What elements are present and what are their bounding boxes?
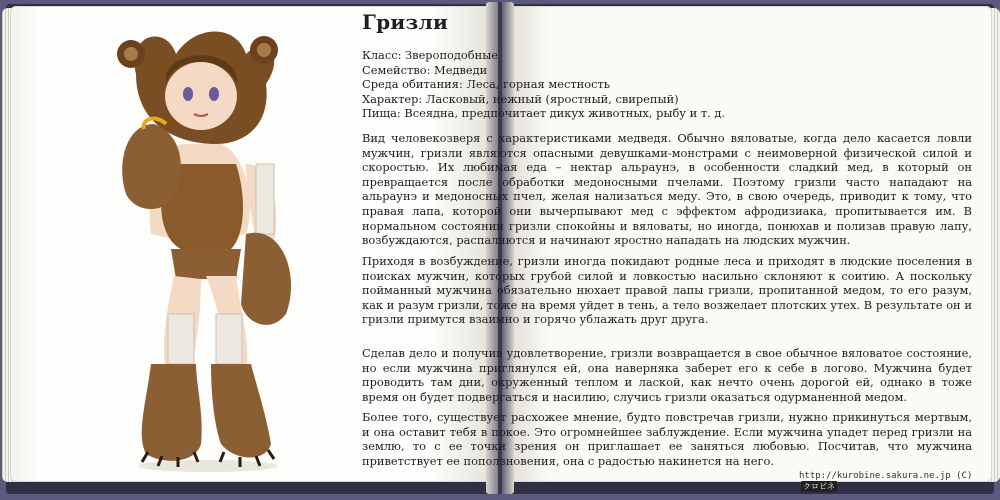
- description-paragraph: Вид человекозверя с характеристиками медведя. Обычно вяловатые, когда дело касается ловли мужчин, гризли являются опасными девушками-монстрами с неимоверной физической силой и скоростью. Их любимая еда – нектар альраунэ, в особенности сладкий мед, в который он превращается после обработки медоносными пчелами. Поэтому гризли часто нападают на альраунэ и медоносных пчел, желая нализаться меду. Это, в свою очередь, приводит к тому, что правая лапа, которой они вычерпывают мед с эффектом афродизиака, пропитывается им. В нормальном состоянии гризли спокойны и вяловаты, но иногда, понюхав и полизав правую лапу, возбуждаются, распаляются и начинают яростно нападать на людских мужчин.: [362, 131, 972, 248]
- footer-url: http://kurobine.sakura.ne.jp: [799, 471, 951, 481]
- footer-copyright: (C): [956, 471, 973, 481]
- stat-class: Класс: Звероподобные: [362, 48, 499, 62]
- stat-family: Семейство: Медведи: [362, 62, 488, 77]
- entry-title: Гризли: [362, 10, 449, 34]
- description-paragraph: Сделав дело и получив удовлетворение, гризли возвращается в свое обычное вяловатое состояние, но если мужчина приглянулся ей, она наверняка заберет его к себе в логово. Мужчина будет проводить там дни, окруженный теплом и лаской, как нечто очень дорогой ей, однако в тоже время он будет подвергаться и насилию, случись гризли оказаться одурманенной медом.: [362, 346, 972, 404]
- credits-footer: [799, 471, 974, 492]
- stat-diet: Пища: Всеядна, предпочитает дикух животных, рыбу и т. д.: [362, 106, 726, 121]
- description-paragraph: Приходя в возбуждение, гризли иногда покидают родные леса и приходят в людские поселения в поисках мужчин, которых грубой силой и ловкостью насильно склоняют к соитию. А поскольку пойманный мужчина обязательно нюхает правой лапы гризли, пропитанной медом, то его разум, как и разум гризли, тоже на время уйдет в тень, а тело возжелает плотских утех. В результате он и гризли примутся взаимно и горячо ублажать друг друга.: [362, 254, 972, 327]
- grizzly-girl-illustration: [96, 14, 356, 474]
- entry-stats: [362, 48, 972, 121]
- artist-logo: クロビネ: [803, 482, 835, 491]
- stat-temperament: Характер: Ласковый, нежный (яростный, свирепый): [362, 91, 679, 106]
- stat-habitat: Среда обитания: Леса, горная местность: [362, 77, 610, 92]
- bestiary-entry: [362, 8, 974, 491]
- description-paragraph: Более того, существует расхожее мнение, будто повстречав гризли, нужно прикинуться мертвым, и она оставит тебя в покое. Это огромнейшее заблуждение. Если мужчина упадет перед гризли на землю, то с ее точки зрения он приглашает ее заняться любовью. Посчитав, что мужчина приветствует ее поползновения, она с радостью накинется на него.: [362, 410, 972, 468]
